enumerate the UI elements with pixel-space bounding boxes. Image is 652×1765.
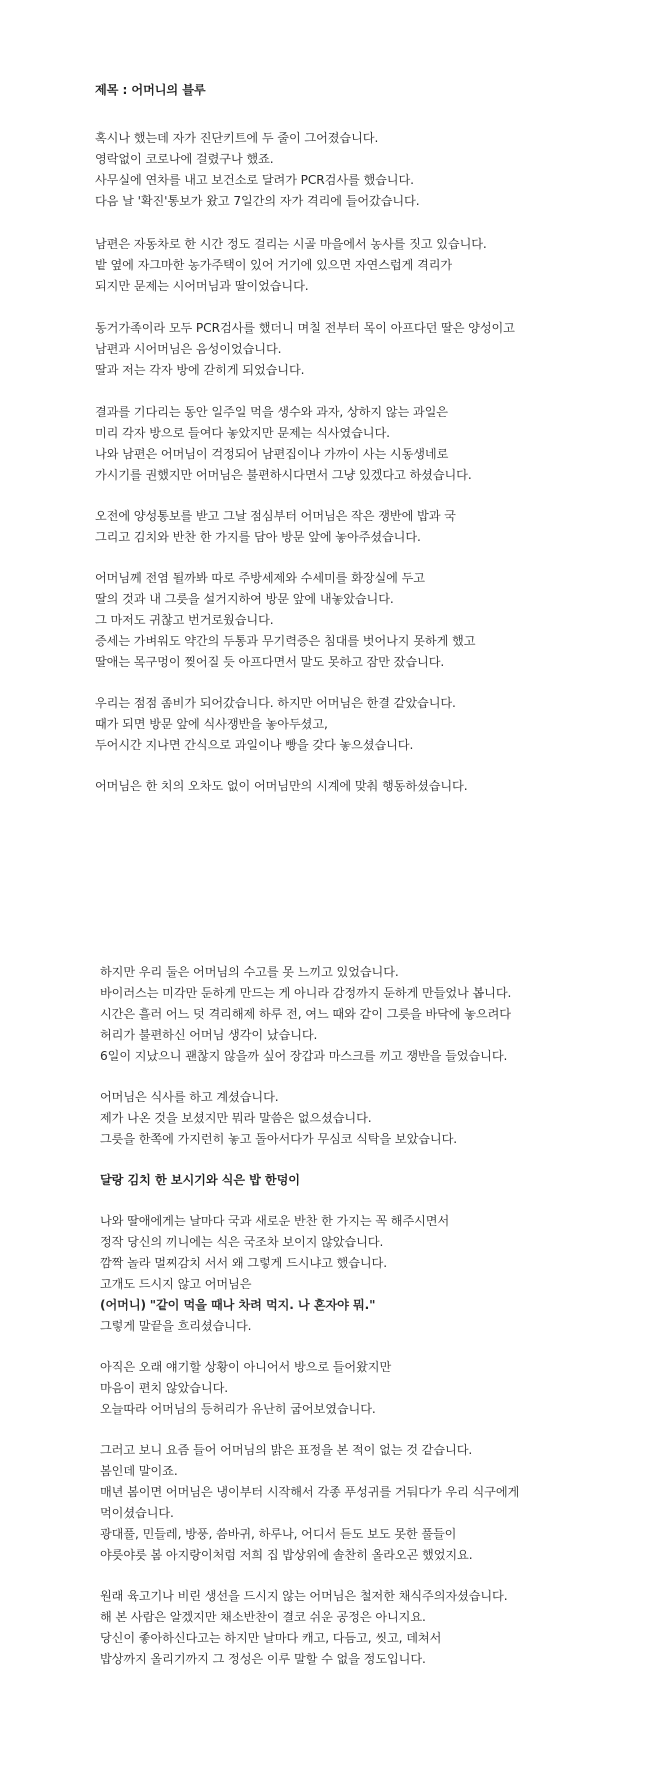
dialogue-line	[100, 1297, 375, 1313]
paragraph-line: 고개도 드시지 않고 어머님은	[100, 1277, 252, 1291]
paragraph-line: 야릇야릇 봄 아지랑이처럼 저희 집 밥상위에 솔찬히 올라오곤 했었지요.	[100, 1548, 473, 1562]
paragraph-line: 때가 되면 방문 앞에 식사쟁반을 놓아두셨고,	[95, 717, 328, 731]
paragraph-line: 결과를 기다리는 동안 일주일 먹을 생수와 과자, 상하지 않는 과일은	[95, 405, 448, 419]
dialogue-speech: "같이 먹을 때나 차려 먹지. 나 혼자야 뭐."	[149, 1298, 376, 1312]
paragraph-line: 그렇게 말끝을 흐리셨습니다.	[100, 1319, 252, 1333]
paragraph-line: 우리는 점점 좀비가 되어갔습니다. 하지만 어머님은 한결 같았습니다.	[95, 696, 456, 710]
paragraph-line: 깜짝 놀라 멀찌감치 서서 왜 그렇게 드시냐고 했습니다.	[100, 1256, 388, 1270]
paragraph-line: 오늘따라 어머님의 등허리가 유난히 굽어보였습니다.	[100, 1402, 376, 1416]
paragraph-line: 해 본 사람은 알겠지만 채소반찬이 결코 쉬운 공정은 아니지요.	[100, 1610, 426, 1624]
paragraph-line: 영락없이 코로나에 걸렸구나 했죠.	[95, 152, 274, 166]
paragraph-line: 나와 남편은 어머님이 걱정되어 남편집이나 가까이 사는 시동생네로	[95, 447, 449, 461]
paragraph-line: 그러고 보니 요즘 들어 어머님의 밝은 표정을 본 적이 없는 것 같습니다.	[100, 1443, 473, 1457]
paragraph-line: 딸과 저는 각자 방에 갇히게 되었습니다.	[95, 363, 305, 377]
paragraph-line: 광대풀, 민들레, 방풍, 씀바귀, 하루나, 어디서 듣도 보도 못한 풀들이	[100, 1527, 457, 1541]
paragraph-line: 딸애는 목구멍이 찢어질 듯 아프다면서 말도 못하고 잠만 잤습니다.	[95, 655, 445, 669]
paragraph-line: 남편은 자동차로 한 시간 정도 걸리는 시골 마을에서 농사를 짓고 있습니다.	[95, 237, 487, 251]
paragraph-line: 제가 나온 것을 보셨지만 뭐라 말씀은 없으셨습니다.	[100, 1111, 372, 1125]
paragraph-line: 그리고 김치와 반찬 한 가지를 담아 방문 앞에 놓아주셨습니다.	[95, 530, 421, 544]
paragraph-line: 어머님은 식사를 하고 계셨습니다.	[100, 1090, 279, 1104]
paragraph-line: 남편과 시어머님은 음성이었습니다.	[95, 342, 282, 356]
paragraph-line: 시간은 흘러 어느 덧 격리해제 하루 전, 여느 때와 같이 그릇을 바닥에 놓으려다	[100, 1007, 511, 1021]
paragraph-line: 매년 봄이면 어머님은 냉이부터 시작해서 각종 푸성귀를 거둬다가 우리 식구에게	[100, 1485, 520, 1499]
paragraph-line: 두어시간 지나면 간식으로 과일이나 빵을 갖다 놓으셨습니다.	[95, 738, 414, 752]
paragraph-line: 그 마저도 귀찮고 번거로웠습니다.	[95, 613, 274, 627]
paragraph-line: 혹시나 했는데 자가 진단키트에 두 줄이 그어졌습니다.	[95, 131, 379, 145]
paragraph-line: 오전에 양성통보를 받고 그날 점심부터 어머님은 작은 쟁반에 밥과 국	[95, 509, 456, 523]
paragraph-line: 어머님은 한 치의 오차도 없이 어머님만의 시계에 맞춰 행동하셨습니다.	[95, 779, 468, 793]
paragraph-line: 6일이 지났으니 괜찮지 않을까 싶어 장갑과 마스크를 끼고 쟁반을 들었습니다.	[100, 1049, 508, 1063]
paragraph-line: 밥상까지 올리기까지 그 정성은 이루 말할 수 없을 정도입니다.	[100, 1652, 426, 1666]
paragraph-line: 동거가족이라 모두 PCR검사를 했더니 며칠 전부터 목이 아프다던 딸은 양성이고	[95, 321, 515, 335]
section-heading: 달랑 김치 한 보시기와 식은 밥 한덩이	[100, 1173, 300, 1187]
paragraph-line: 딸의 것과 내 그릇을 설거지하여 방문 앞에 내놓았습니다.	[95, 592, 394, 606]
dialogue-speaker: (어머니)	[100, 1298, 146, 1312]
paragraph-line: 되지만 문제는 시어머님과 딸이었습니다.	[95, 279, 309, 293]
paragraph-line: 나와 딸애에게는 날마다 국과 새로운 반찬 한 가지는 꼭 해주시면서	[100, 1214, 450, 1228]
paragraph-line: 바이러스는 미각만 둔하게 만드는 게 아니라 감정까지 둔하게 만들었나 봅니다.	[100, 986, 512, 1000]
paragraph-line: 먹이셨습니다.	[100, 1506, 174, 1520]
story-title: 제목 : 어머니의 블루	[95, 83, 206, 97]
paragraph-line: 정작 당신의 끼니에는 식은 국조차 보이지 않았습니다.	[100, 1235, 384, 1249]
paragraph-line: 어머님께 전염 될까봐 따로 주방세제와 수세미를 화장실에 두고	[95, 571, 425, 585]
paragraph-line: 원래 육고기나 비린 생선을 드시지 않는 어머님은 철저한 채식주의자셨습니다.	[100, 1589, 508, 1603]
paragraph-line: 밭 옆에 자그마한 농가주택이 있어 거기에 있으면 자연스럽게 격리가	[95, 258, 453, 272]
paragraph-line: 봄인데 말이죠.	[100, 1464, 178, 1478]
paragraph-line: 미리 각자 방으로 들여다 놓았지만 문제는 식사였습니다.	[95, 426, 390, 440]
paragraph-line: 그릇을 한쪽에 가지런히 놓고 돌아서다가 무심코 식탁을 보았습니다.	[100, 1132, 458, 1146]
paragraph-line: 다음 날 '확진'통보가 왔고 7일간의 자가 격리에 들어갔습니다.	[95, 194, 420, 208]
paragraph-line: 당신이 좋아하신다고는 하지만 날마다 캐고, 다듬고, 씻고, 데쳐서	[100, 1631, 442, 1645]
paragraph-line: 아직은 오래 얘기할 상황이 아니어서 방으로 들어왔지만	[100, 1360, 392, 1374]
paragraph-line: 허리가 불편하신 어머님 생각이 났습니다.	[100, 1028, 318, 1042]
paragraph-line: 하지만 우리 둘은 어머님의 수고를 못 느끼고 있었습니다.	[100, 965, 399, 979]
paragraph-line: 마음이 편치 않았습니다.	[100, 1381, 229, 1395]
paragraph-line: 가시기를 권했지만 어머님은 불편하시다면서 그냥 있겠다고 하셨습니다.	[95, 468, 472, 482]
paragraph-line: 사무실에 연차를 내고 보건소로 달려가 PCR검사를 했습니다.	[95, 173, 414, 187]
paragraph-line: 증세는 가벼워도 약간의 두통과 무기력증은 침대를 벗어나지 못하게 했고	[95, 634, 476, 648]
